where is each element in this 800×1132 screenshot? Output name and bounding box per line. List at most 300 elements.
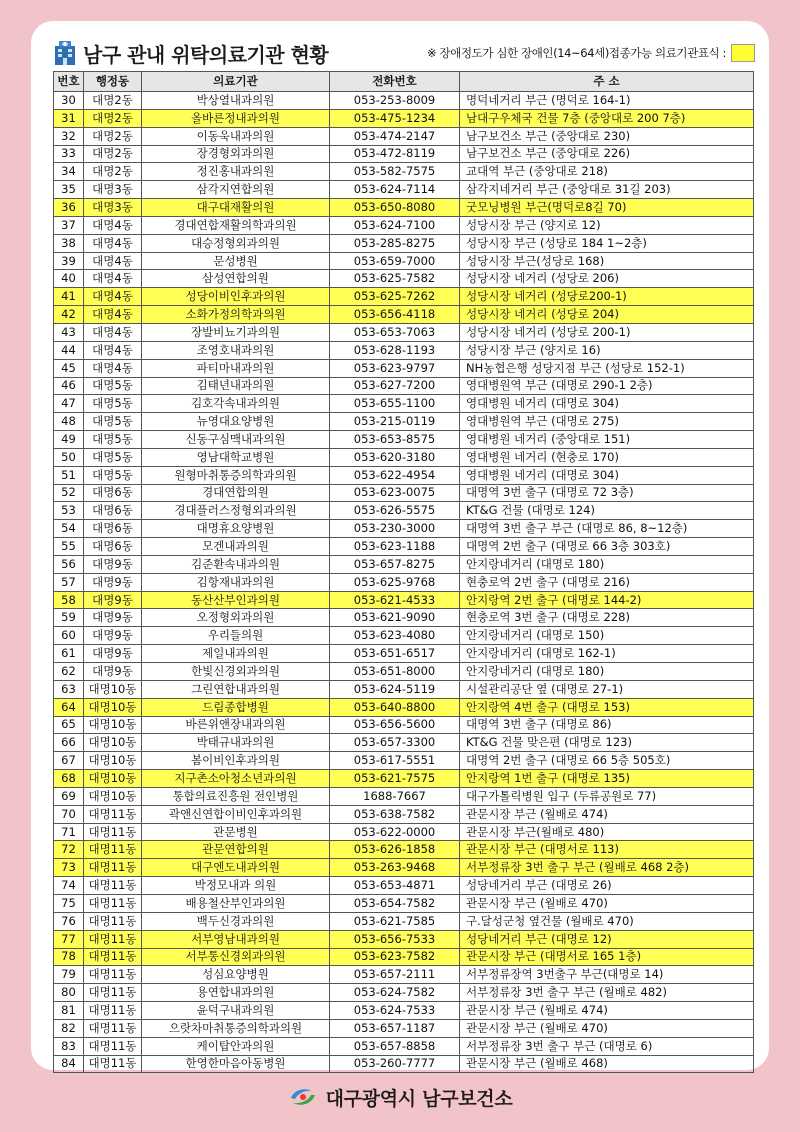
row-phone: 053-624-7582: [330, 984, 460, 1002]
row-address: 교대역 부근 (중앙대로 218): [460, 163, 754, 181]
page-title: 남구 관내 위탁의료기관 현황: [83, 42, 329, 67]
row-address: 대명역 2번 출구 (대명로 66 3층 303호): [460, 538, 754, 556]
row-clinic-name: 박태규내과의원: [142, 734, 330, 752]
row-phone: 053-657-8275: [330, 555, 460, 573]
table-row: [54, 448, 754, 466]
row-clinic-name: 영남대학교병원: [142, 448, 330, 466]
row-dong: 대명11동: [84, 948, 142, 966]
row-clinic-name: 드림종합병원: [142, 698, 330, 716]
row-phone: 053-621-4533: [330, 591, 460, 609]
row-address: 남구보건소 부근 (중앙대로 230): [460, 127, 754, 145]
table-row: [54, 216, 754, 234]
table-row: [54, 698, 754, 716]
content-card: [31, 21, 769, 1070]
row-number: 45: [54, 359, 84, 377]
row-address: 영대병원 네거리 (현충로 170): [460, 448, 754, 466]
row-address: 안지랑네거리 (대명로 180): [460, 555, 754, 573]
row-clinic-name: 신동구심맥내과의원: [142, 431, 330, 449]
row-number: 80: [54, 984, 84, 1002]
table-row: [54, 555, 754, 573]
row-phone: 053-620-3180: [330, 448, 460, 466]
row-dong: 대명10동: [84, 752, 142, 770]
row-address: 안지랑네거리 (대명로 150): [460, 627, 754, 645]
row-clinic-name: 성심요양병원: [142, 966, 330, 984]
row-phone: 053-621-7585: [330, 912, 460, 930]
table-row: [54, 92, 754, 110]
table-row: [54, 145, 754, 163]
table-row: [54, 823, 754, 841]
row-clinic-name: 봄이비인후과의원: [142, 752, 330, 770]
table-body: [54, 92, 754, 1073]
table-row: [54, 395, 754, 413]
row-number: 47: [54, 395, 84, 413]
table-row: [54, 252, 754, 270]
row-dong: 대명5동: [84, 431, 142, 449]
row-clinic-name: 그린연합내과의원: [142, 680, 330, 698]
row-phone: 053-638-7582: [330, 805, 460, 823]
row-address: 서부정류장역 3번출구 부근(대명로 14): [460, 966, 754, 984]
row-clinic-name: 문성병원: [142, 252, 330, 270]
row-dong: 대명4동: [84, 341, 142, 359]
row-phone: 053-215-0119: [330, 413, 460, 431]
row-number: 55: [54, 538, 84, 556]
row-dong: 대명10동: [84, 770, 142, 788]
row-phone: 053-622-4954: [330, 466, 460, 484]
row-dong: 대명6동: [84, 520, 142, 538]
row-address: 관문시장 부근 (월배로 470): [460, 1019, 754, 1037]
row-dong: 대명6동: [84, 538, 142, 556]
row-address: 성당시장 부근 (성당로 184 1~2층): [460, 234, 754, 252]
table-row: [54, 805, 754, 823]
row-clinic-name: 대구대재활의원: [142, 199, 330, 217]
row-number: 57: [54, 573, 84, 591]
row-dong: 대명9동: [84, 645, 142, 663]
row-number: 34: [54, 163, 84, 181]
table-row: [54, 680, 754, 698]
row-phone: 053-263-9468: [330, 859, 460, 877]
row-clinic-name: 박상열내과의원: [142, 92, 330, 110]
row-dong: 대명5동: [84, 466, 142, 484]
row-number: 39: [54, 252, 84, 270]
row-phone: 053-657-2111: [330, 966, 460, 984]
row-address: 영대병원 네거리 (중앙대로 151): [460, 431, 754, 449]
table-row: [54, 431, 754, 449]
row-address: 관문시장 부근 (월배로 468): [460, 1055, 754, 1073]
row-phone: 053-625-9768: [330, 573, 460, 591]
row-address: 대명역 2번 출구 (대명로 66 5층 505호): [460, 752, 754, 770]
row-number: 30: [54, 92, 84, 110]
row-address: 성당네거리 부근 (대명로 26): [460, 877, 754, 895]
row-clinic-name: 경대연합의원: [142, 484, 330, 502]
row-clinic-name: 박정모내과 의원: [142, 877, 330, 895]
row-number: 67: [54, 752, 84, 770]
row-dong: 대명4동: [84, 306, 142, 324]
row-clinic-name: 으랏차마취통증의학과의원: [142, 1019, 330, 1037]
row-dong: 대명11동: [84, 877, 142, 895]
row-dong: 대명10동: [84, 787, 142, 805]
row-address: 영대병원 네거리 (대명로 304): [460, 395, 754, 413]
row-address: 안지랑네거리 (대명로 162-1): [460, 645, 754, 663]
row-address: 관문시장 부근 (월배로 474): [460, 1002, 754, 1020]
row-clinic-name: 올바른정내과의원: [142, 109, 330, 127]
table-row: [54, 912, 754, 930]
row-clinic-name: 관문연합의원: [142, 841, 330, 859]
row-address: 남구보건소 부근 (중앙대로 226): [460, 145, 754, 163]
row-dong: 대명4동: [84, 234, 142, 252]
row-clinic-name: 원형마취통증의학과의원: [142, 466, 330, 484]
row-dong: 대명9동: [84, 573, 142, 591]
table-row: [54, 573, 754, 591]
row-address: 삼각지네거리 부근 (중앙대로 31길 203): [460, 181, 754, 199]
row-number: 58: [54, 591, 84, 609]
row-address: 관문시장 부근 (월배로 470): [460, 894, 754, 912]
row-phone: 053-230-3000: [330, 520, 460, 538]
row-address: 관문시장 부근(월배로 480): [460, 823, 754, 841]
row-phone: 053-475-1234: [330, 109, 460, 127]
row-address: 성당시장 네거리 (성당로200-1): [460, 288, 754, 306]
row-address: 명덕네거리 부근 (명덕로 164-1): [460, 92, 754, 110]
row-dong: 대명11동: [84, 805, 142, 823]
row-clinic-name: 바른위앤장내과의원: [142, 716, 330, 734]
row-phone: 053-624-7533: [330, 1002, 460, 1020]
row-phone: 053-623-4080: [330, 627, 460, 645]
row-address: NH농협은행 성당지점 부근 (성당로 152-1): [460, 359, 754, 377]
row-address: 남대구우체국 건물 7층 (중앙대로 200 7층): [460, 109, 754, 127]
column-header-phone: 전화번호: [330, 72, 460, 92]
row-number: 66: [54, 734, 84, 752]
row-phone: 053-653-8575: [330, 431, 460, 449]
row-phone: 053-657-3300: [330, 734, 460, 752]
table-row: [54, 341, 754, 359]
row-clinic-name: 대구엔도내과의원: [142, 859, 330, 877]
row-clinic-name: 동산산부인과의원: [142, 591, 330, 609]
row-number: 35: [54, 181, 84, 199]
table-row: [54, 734, 754, 752]
row-dong: 대명11동: [84, 984, 142, 1002]
row-phone: 053-625-7582: [330, 270, 460, 288]
row-address: 안지랑역 4번 출구 (대명로 153): [460, 698, 754, 716]
row-dong: 대명9동: [84, 627, 142, 645]
row-clinic-name: 파티마내과의원: [142, 359, 330, 377]
row-number: 68: [54, 770, 84, 788]
legend-text: ※ 장애정도가 심한 장애인(14~64세)접종가능 의료기관표식 :: [427, 46, 726, 60]
row-dong: 대명5동: [84, 377, 142, 395]
table-row: [54, 787, 754, 805]
row-address: 서부정류장 3번 출구 부근 (월배로 468 2층): [460, 859, 754, 877]
row-number: 41: [54, 288, 84, 306]
row-dong: 대명6동: [84, 502, 142, 520]
table-row: [54, 716, 754, 734]
row-clinic-name: 경대연합재활의학과의원: [142, 216, 330, 234]
row-address: 대명역 3번 출구 (대명로 72 3층): [460, 484, 754, 502]
row-phone: 053-653-7063: [330, 323, 460, 341]
table-row: [54, 270, 754, 288]
row-clinic-name: 통합의료진흥원 전인병원: [142, 787, 330, 805]
row-number: 82: [54, 1019, 84, 1037]
row-number: 31: [54, 109, 84, 127]
row-dong: 대명11동: [84, 966, 142, 984]
row-number: 84: [54, 1055, 84, 1073]
row-number: 63: [54, 680, 84, 698]
row-dong: 대명10동: [84, 716, 142, 734]
clinic-table: [53, 71, 754, 1073]
row-address: 안지랑네거리 (대명로 180): [460, 663, 754, 681]
row-dong: 대명4동: [84, 359, 142, 377]
table-row: [54, 359, 754, 377]
table-row: [54, 234, 754, 252]
row-phone: 053-655-1100: [330, 395, 460, 413]
table-row: [54, 466, 754, 484]
table-row: [54, 984, 754, 1002]
row-clinic-name: 대명휴요양병원: [142, 520, 330, 538]
row-clinic-name: 정진홍내과의원: [142, 163, 330, 181]
row-clinic-name: 뉴영대요양병원: [142, 413, 330, 431]
row-number: 77: [54, 930, 84, 948]
table-row: [54, 609, 754, 627]
row-address: 안지랑역 2번 출구 (대명로 144-2): [460, 591, 754, 609]
row-phone: 053-285-8275: [330, 234, 460, 252]
row-clinic-name: 김태년내과의원: [142, 377, 330, 395]
row-dong: 대명2동: [84, 109, 142, 127]
row-number: 38: [54, 234, 84, 252]
row-dong: 대명9동: [84, 591, 142, 609]
row-phone: 053-625-7262: [330, 288, 460, 306]
table-row: [54, 199, 754, 217]
namgu-logo-icon: [288, 1085, 318, 1109]
table-row: [54, 930, 754, 948]
row-number: 81: [54, 1002, 84, 1020]
row-phone: 053-624-7100: [330, 216, 460, 234]
row-clinic-name: 배용철산부인과의원: [142, 894, 330, 912]
row-phone: 053-628-1193: [330, 341, 460, 359]
row-number: 76: [54, 912, 84, 930]
row-number: 65: [54, 716, 84, 734]
table-row: [54, 770, 754, 788]
row-dong: 대명6동: [84, 484, 142, 502]
row-phone: 053-651-6517: [330, 645, 460, 663]
row-phone: 053-472-8119: [330, 145, 460, 163]
row-address: 서부정류장 3번 출구 부근 (월배로 482): [460, 984, 754, 1002]
row-phone: 053-651-8000: [330, 663, 460, 681]
table-row: [54, 877, 754, 895]
table-row: [54, 841, 754, 859]
row-number: 37: [54, 216, 84, 234]
row-phone: 053-623-0075: [330, 484, 460, 502]
row-dong: 대명4동: [84, 270, 142, 288]
row-phone: 053-656-5600: [330, 716, 460, 734]
row-dong: 대명3동: [84, 199, 142, 217]
row-phone: 1688-7667: [330, 787, 460, 805]
row-number: 64: [54, 698, 84, 716]
row-phone: 053-623-9797: [330, 359, 460, 377]
row-clinic-name: 소화가정의학과의원: [142, 306, 330, 324]
row-clinic-name: 김준환속내과의원: [142, 555, 330, 573]
row-dong: 대명2동: [84, 127, 142, 145]
row-address: 관문시장 부근 (대명서로 165 1층): [460, 948, 754, 966]
row-number: 83: [54, 1037, 84, 1055]
row-number: 36: [54, 199, 84, 217]
row-address: 관문시장 부근 (월배로 474): [460, 805, 754, 823]
table-row: [54, 520, 754, 538]
row-number: 44: [54, 341, 84, 359]
row-phone: 053-657-1187: [330, 1019, 460, 1037]
row-address: 현충로역 3번 출구 (대명로 228): [460, 609, 754, 627]
table-row: [54, 663, 754, 681]
row-clinic-name: 서부통신경외과의원: [142, 948, 330, 966]
table-row: [54, 413, 754, 431]
header: [53, 35, 755, 71]
row-phone: 053-656-7533: [330, 930, 460, 948]
table-row: [54, 966, 754, 984]
table-row: [54, 627, 754, 645]
table-row: [54, 645, 754, 663]
row-address: 안지랑역 1번 출구 (대명로 135): [460, 770, 754, 788]
row-dong: 대명4동: [84, 252, 142, 270]
row-clinic-name: 제일내과의원: [142, 645, 330, 663]
row-phone: 053-626-5575: [330, 502, 460, 520]
table-row: [54, 894, 754, 912]
row-address: 성당네거리 부근 (대명로 12): [460, 930, 754, 948]
row-address: 현충로역 2번 출구 (대명로 216): [460, 573, 754, 591]
row-dong: 대명5동: [84, 413, 142, 431]
row-phone: 053-253-8009: [330, 92, 460, 110]
table-row: [54, 859, 754, 877]
row-dong: 대명3동: [84, 181, 142, 199]
table-row: [54, 323, 754, 341]
row-clinic-name: 오정형외과의원: [142, 609, 330, 627]
table-row: [54, 306, 754, 324]
row-phone: 053-623-1188: [330, 538, 460, 556]
row-clinic-name: 성당이비인후과의원: [142, 288, 330, 306]
table-row: [54, 181, 754, 199]
row-number: 74: [54, 877, 84, 895]
row-phone: 053-640-8800: [330, 698, 460, 716]
row-number: 78: [54, 948, 84, 966]
row-number: 51: [54, 466, 84, 484]
row-phone: 053-624-7114: [330, 181, 460, 199]
row-number: 43: [54, 323, 84, 341]
row-phone: 053-627-7200: [330, 377, 460, 395]
row-number: 52: [54, 484, 84, 502]
row-number: 69: [54, 787, 84, 805]
row-number: 56: [54, 555, 84, 573]
row-dong: 대명10동: [84, 680, 142, 698]
row-number: 72: [54, 841, 84, 859]
table-row: [54, 502, 754, 520]
footer: [0, 1082, 800, 1112]
column-header-no: 번호: [54, 72, 84, 92]
row-dong: 대명2동: [84, 92, 142, 110]
row-number: 75: [54, 894, 84, 912]
row-address: 굿모닝병원 부근(명덕로8길 70): [460, 199, 754, 217]
row-dong: 대명4동: [84, 323, 142, 341]
table-row: [54, 484, 754, 502]
row-clinic-name: 경대플러스정형외과의원: [142, 502, 330, 520]
row-clinic-name: 케이탑안과의원: [142, 1037, 330, 1055]
row-number: 46: [54, 377, 84, 395]
row-dong: 대명11동: [84, 1055, 142, 1073]
row-phone: 053-653-4871: [330, 877, 460, 895]
row-dong: 대명10동: [84, 734, 142, 752]
column-header-clinic: 의료기관: [142, 72, 330, 92]
row-number: 50: [54, 448, 84, 466]
row-phone: 053-656-4118: [330, 306, 460, 324]
row-phone: 053-622-0000: [330, 823, 460, 841]
row-number: 32: [54, 127, 84, 145]
row-phone: 053-654-7582: [330, 894, 460, 912]
row-address: 성당시장 네거리 (성당로 200-1): [460, 323, 754, 341]
row-clinic-name: 삼성연합의원: [142, 270, 330, 288]
column-header-address: 주 소: [460, 72, 754, 92]
row-dong: 대명11동: [84, 1037, 142, 1055]
hospital-building-icon: [53, 40, 77, 66]
row-address: KT&G 건물 (대명로 124): [460, 502, 754, 520]
row-number: 42: [54, 306, 84, 324]
table-row: [54, 538, 754, 556]
row-address: KT&G 건물 맞은편 (대명로 123): [460, 734, 754, 752]
row-phone: 053-474-2147: [330, 127, 460, 145]
row-clinic-name: 조영호내과의원: [142, 341, 330, 359]
row-dong: 대명2동: [84, 145, 142, 163]
table-row: [54, 1055, 754, 1073]
row-phone: 053-657-8858: [330, 1037, 460, 1055]
row-number: 60: [54, 627, 84, 645]
table-row: [54, 109, 754, 127]
table-row: [54, 591, 754, 609]
title-group: [53, 39, 328, 68]
row-clinic-name: 관문병원: [142, 823, 330, 841]
row-address: 성당시장 부근 (양지로 16): [460, 341, 754, 359]
table-row: [54, 1037, 754, 1055]
row-phone: 053-624-5119: [330, 680, 460, 698]
row-number: 70: [54, 805, 84, 823]
row-clinic-name: 김항재내과의원: [142, 573, 330, 591]
row-address: 관문시장 부근 (대명서로 113): [460, 841, 754, 859]
row-dong: 대명5동: [84, 448, 142, 466]
row-address: 성당시장 부근(성당로 168): [460, 252, 754, 270]
row-clinic-name: 모겐내과의원: [142, 538, 330, 556]
row-clinic-name: 장발비뇨기과의원: [142, 323, 330, 341]
row-clinic-name: 윤덕구내과의원: [142, 1002, 330, 1020]
row-phone: 053-582-7575: [330, 163, 460, 181]
row-clinic-name: 한영한마음아동병원: [142, 1055, 330, 1073]
column-header-dong: 행정동: [84, 72, 142, 92]
row-dong: 대명9동: [84, 663, 142, 681]
row-number: 53: [54, 502, 84, 520]
table-row: [54, 163, 754, 181]
row-clinic-name: 이동욱내과의원: [142, 127, 330, 145]
org-name: 대구광역시 남구보건소: [325, 1087, 513, 1110]
row-number: 33: [54, 145, 84, 163]
row-number: 49: [54, 431, 84, 449]
row-dong: 대명10동: [84, 698, 142, 716]
table-row: [54, 1019, 754, 1037]
table-row: [54, 948, 754, 966]
row-clinic-name: 대승정형외과의원: [142, 234, 330, 252]
row-dong: 대명11동: [84, 859, 142, 877]
row-clinic-name: 장경형외과의원: [142, 145, 330, 163]
row-clinic-name: 삼각지연합의원: [142, 181, 330, 199]
row-address: 성당시장 네거리 (성당로 204): [460, 306, 754, 324]
row-phone: 053-650-8080: [330, 199, 460, 217]
row-clinic-name: 서부영남내과의원: [142, 930, 330, 948]
row-phone: 053-626-1858: [330, 841, 460, 859]
row-address: 성당시장 부근 (양지로 12): [460, 216, 754, 234]
row-address: 성당시장 네거리 (성당로 206): [460, 270, 754, 288]
row-dong: 대명11동: [84, 912, 142, 930]
row-dong: 대명11동: [84, 894, 142, 912]
row-number: 48: [54, 413, 84, 431]
